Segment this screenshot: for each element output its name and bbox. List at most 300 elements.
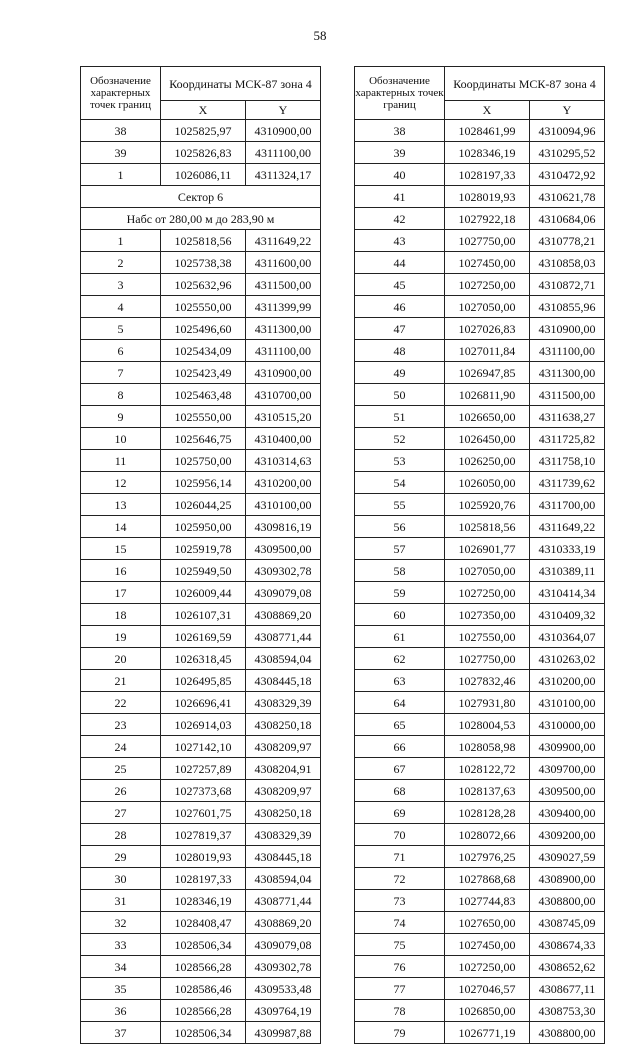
x-coordinate-cell: 1026495,85 — [161, 670, 246, 692]
point-number-cell: 56 — [355, 516, 445, 538]
y-coordinate-cell: 4311500,00 — [246, 274, 321, 296]
table-row — [355, 274, 605, 296]
y-coordinate-cell: 4310100,00 — [246, 494, 321, 516]
table-row — [81, 252, 321, 274]
point-number-cell: 13 — [81, 494, 161, 516]
y-coordinate-cell: 4311600,00 — [246, 252, 321, 274]
y-coordinate-cell: 4309500,00 — [530, 780, 605, 802]
x-coordinate-cell: 1028019,93 — [445, 186, 530, 208]
y-coordinate-cell: 4310778,21 — [530, 230, 605, 252]
x-coordinate-cell: 1026050,00 — [445, 472, 530, 494]
y-coordinate-cell: 4309764,19 — [246, 1000, 321, 1022]
header-coordinates: Координаты МСК-87 зона 4 — [161, 67, 321, 101]
y-coordinate-cell: 4310409,32 — [530, 604, 605, 626]
point-number-cell: 29 — [81, 846, 161, 868]
x-coordinate-cell: 1027931,80 — [445, 692, 530, 714]
x-coordinate-cell: 1026009,44 — [161, 582, 246, 604]
y-coordinate-cell: 4310100,00 — [530, 692, 605, 714]
point-number-cell: 34 — [81, 956, 161, 978]
point-number-cell: 9 — [81, 406, 161, 428]
table-row — [355, 252, 605, 274]
point-number-cell: 43 — [355, 230, 445, 252]
y-coordinate-cell: 4310094,96 — [530, 120, 605, 142]
x-coordinate-cell: 1026650,00 — [445, 406, 530, 428]
table-row — [81, 164, 321, 186]
x-coordinate-cell: 1028461,99 — [445, 120, 530, 142]
table-row — [81, 868, 321, 890]
header-x: X — [445, 101, 530, 120]
point-number-cell: 74 — [355, 912, 445, 934]
x-coordinate-cell: 1025826,83 — [161, 142, 246, 164]
point-number-cell: 7 — [81, 362, 161, 384]
table-row — [81, 406, 321, 428]
x-coordinate-cell: 1028122,72 — [445, 758, 530, 780]
point-number-cell: 78 — [355, 1000, 445, 1022]
point-number-cell: 10 — [81, 428, 161, 450]
y-coordinate-cell: 4311638,27 — [530, 406, 605, 428]
x-coordinate-cell: 1028019,93 — [161, 846, 246, 868]
y-coordinate-cell: 4309500,00 — [246, 538, 321, 560]
point-number-cell: 76 — [355, 956, 445, 978]
table-row — [81, 692, 321, 714]
y-coordinate-cell: 4308745,09 — [530, 912, 605, 934]
x-coordinate-cell: 1025738,38 — [161, 252, 246, 274]
x-coordinate-cell: 1025919,78 — [161, 538, 246, 560]
y-coordinate-cell: 4308771,44 — [246, 890, 321, 912]
point-number-cell: 26 — [81, 780, 161, 802]
x-coordinate-cell: 1027050,00 — [445, 296, 530, 318]
table-row — [81, 1000, 321, 1022]
point-number-cell: 24 — [81, 736, 161, 758]
y-coordinate-cell: 4311399,99 — [246, 296, 321, 318]
y-coordinate-cell: 4308594,04 — [246, 648, 321, 670]
table-row — [81, 340, 321, 362]
point-number-cell: 30 — [81, 868, 161, 890]
point-number-cell: 69 — [355, 802, 445, 824]
point-number-cell: 40 — [355, 164, 445, 186]
table-row — [81, 802, 321, 824]
x-coordinate-cell: 1028346,19 — [445, 142, 530, 164]
y-coordinate-cell: 4309816,19 — [246, 516, 321, 538]
point-number-cell: 67 — [355, 758, 445, 780]
table-row — [355, 824, 605, 846]
y-coordinate-cell: 4311100,00 — [246, 340, 321, 362]
table-row — [355, 164, 605, 186]
table-row — [355, 428, 605, 450]
y-coordinate-cell: 4308900,00 — [530, 868, 605, 890]
coordinates-table-left — [80, 66, 321, 1044]
y-coordinate-cell: 4310263,02 — [530, 648, 605, 670]
header-point-designation: Обозначение характерных точек границ — [81, 67, 161, 120]
table-row — [81, 604, 321, 626]
point-number-cell: 46 — [355, 296, 445, 318]
table-row — [81, 472, 321, 494]
header-x: X — [161, 101, 246, 120]
table-row — [355, 516, 605, 538]
point-number-cell: 60 — [355, 604, 445, 626]
header-y: Y — [246, 101, 321, 120]
y-coordinate-cell: 4311758,10 — [530, 450, 605, 472]
point-number-cell: 79 — [355, 1022, 445, 1044]
x-coordinate-cell: 1025818,56 — [445, 516, 530, 538]
table-row — [355, 626, 605, 648]
table-row — [81, 956, 321, 978]
y-coordinate-cell: 4308445,18 — [246, 846, 321, 868]
x-coordinate-cell: 1026250,00 — [445, 450, 530, 472]
y-coordinate-cell: 4309302,78 — [246, 560, 321, 582]
x-coordinate-cell: 1025632,96 — [161, 274, 246, 296]
x-coordinate-cell: 1025496,60 — [161, 318, 246, 340]
y-coordinate-cell: 4309700,00 — [530, 758, 605, 780]
y-coordinate-cell: 4311300,00 — [530, 362, 605, 384]
x-coordinate-cell: 1026811,90 — [445, 384, 530, 406]
table-row — [81, 230, 321, 252]
y-coordinate-cell: 4310000,00 — [530, 714, 605, 736]
y-coordinate-cell: 4308445,18 — [246, 670, 321, 692]
point-number-cell: 39 — [355, 142, 445, 164]
point-number-cell: 38 — [355, 120, 445, 142]
x-coordinate-cell: 1027011,84 — [445, 340, 530, 362]
x-coordinate-cell: 1027750,00 — [445, 648, 530, 670]
x-coordinate-cell: 1027976,25 — [445, 846, 530, 868]
header-y: Y — [530, 101, 605, 120]
point-number-cell: 21 — [81, 670, 161, 692]
y-coordinate-cell: 4309400,00 — [530, 802, 605, 824]
table-row — [81, 450, 321, 472]
table-row — [355, 1000, 605, 1022]
table-row — [81, 274, 321, 296]
x-coordinate-cell: 1025750,00 — [161, 450, 246, 472]
point-number-cell: 23 — [81, 714, 161, 736]
table-row — [355, 208, 605, 230]
table-row — [355, 362, 605, 384]
header-point-designation: Обозначение характерных точек границ — [355, 67, 445, 120]
x-coordinate-cell: 1027046,57 — [445, 978, 530, 1000]
table-header-row — [355, 67, 605, 101]
point-number-cell: 42 — [355, 208, 445, 230]
table-row — [355, 340, 605, 362]
table-row — [355, 120, 605, 142]
table-row — [81, 516, 321, 538]
y-coordinate-cell: 4310295,52 — [530, 142, 605, 164]
point-number-cell: 45 — [355, 274, 445, 296]
point-number-cell: 75 — [355, 934, 445, 956]
y-coordinate-cell: 4311649,22 — [246, 230, 321, 252]
table-row — [81, 846, 321, 868]
x-coordinate-cell: 1027250,00 — [445, 956, 530, 978]
x-coordinate-cell: 1027257,89 — [161, 758, 246, 780]
table-row — [81, 670, 321, 692]
table-row — [81, 648, 321, 670]
point-number-cell: 55 — [355, 494, 445, 516]
table-row — [81, 736, 321, 758]
table-row — [81, 428, 321, 450]
point-number-cell: 18 — [81, 604, 161, 626]
point-number-cell: 50 — [355, 384, 445, 406]
y-coordinate-cell: 4310900,00 — [246, 362, 321, 384]
table-row — [355, 406, 605, 428]
x-coordinate-cell: 1028586,46 — [161, 978, 246, 1000]
y-coordinate-cell: 4310858,03 — [530, 252, 605, 274]
x-coordinate-cell: 1027868,68 — [445, 868, 530, 890]
x-coordinate-cell: 1025550,00 — [161, 296, 246, 318]
point-number-cell: 68 — [355, 780, 445, 802]
x-coordinate-cell: 1028072,66 — [445, 824, 530, 846]
table-row — [355, 648, 605, 670]
table-header-row — [81, 67, 321, 101]
point-number-cell: 32 — [81, 912, 161, 934]
y-coordinate-cell: 4311100,00 — [246, 142, 321, 164]
point-number-cell: 41 — [355, 186, 445, 208]
x-coordinate-cell: 1027250,00 — [445, 582, 530, 604]
y-coordinate-cell: 4310515,20 — [246, 406, 321, 428]
point-number-cell: 36 — [81, 1000, 161, 1022]
point-number-cell: 14 — [81, 516, 161, 538]
point-number-cell: 73 — [355, 890, 445, 912]
y-coordinate-cell: 4311300,00 — [246, 318, 321, 340]
y-coordinate-cell: 4308753,30 — [530, 1000, 605, 1022]
x-coordinate-cell: 1025550,00 — [161, 406, 246, 428]
y-coordinate-cell: 4308594,04 — [246, 868, 321, 890]
point-number-cell: 27 — [81, 802, 161, 824]
x-coordinate-cell: 1025463,48 — [161, 384, 246, 406]
x-coordinate-cell: 1026450,00 — [445, 428, 530, 450]
point-number-cell: 20 — [81, 648, 161, 670]
x-coordinate-cell: 1028058,98 — [445, 736, 530, 758]
point-number-cell: 2 — [81, 252, 161, 274]
y-coordinate-cell: 4308250,18 — [246, 802, 321, 824]
table-row — [355, 582, 605, 604]
point-number-cell: 6 — [81, 340, 161, 362]
x-coordinate-cell: 1026850,00 — [445, 1000, 530, 1022]
table-row — [355, 538, 605, 560]
y-coordinate-cell: 4308329,39 — [246, 824, 321, 846]
point-number-cell: 64 — [355, 692, 445, 714]
table-row — [355, 736, 605, 758]
y-coordinate-cell: 4308677,11 — [530, 978, 605, 1000]
table-row — [81, 758, 321, 780]
x-coordinate-cell: 1026947,85 — [445, 362, 530, 384]
y-coordinate-cell: 4310472,92 — [530, 164, 605, 186]
table-row — [81, 494, 321, 516]
y-coordinate-cell: 4308204,91 — [246, 758, 321, 780]
table-row — [81, 384, 321, 406]
y-coordinate-cell: 4309079,08 — [246, 934, 321, 956]
point-number-cell: 17 — [81, 582, 161, 604]
point-number-cell: 33 — [81, 934, 161, 956]
point-number-cell: 57 — [355, 538, 445, 560]
table-row — [81, 142, 321, 164]
table-row — [355, 890, 605, 912]
table-row — [81, 362, 321, 384]
y-coordinate-cell: 4310872,71 — [530, 274, 605, 296]
table-row — [81, 582, 321, 604]
table-row — [355, 494, 605, 516]
point-number-cell: 38 — [81, 120, 161, 142]
x-coordinate-cell: 1025949,50 — [161, 560, 246, 582]
y-coordinate-cell: 4308250,18 — [246, 714, 321, 736]
y-coordinate-cell: 4309079,08 — [246, 582, 321, 604]
x-coordinate-cell: 1028346,19 — [161, 890, 246, 912]
y-coordinate-cell: 4308209,97 — [246, 736, 321, 758]
table-row — [81, 824, 321, 846]
x-coordinate-cell: 1027026,83 — [445, 318, 530, 340]
sector-title-row — [81, 186, 321, 208]
x-coordinate-cell: 1027819,37 — [161, 824, 246, 846]
point-number-cell: 16 — [81, 560, 161, 582]
table-row — [355, 758, 605, 780]
x-coordinate-cell: 1025956,14 — [161, 472, 246, 494]
table-row — [355, 450, 605, 472]
y-coordinate-cell: 4310621,78 — [530, 186, 605, 208]
x-coordinate-cell: 1027744,83 — [445, 890, 530, 912]
table-row — [355, 1022, 605, 1044]
point-number-cell: 77 — [355, 978, 445, 1000]
y-coordinate-cell: 4310200,00 — [246, 472, 321, 494]
point-number-cell: 53 — [355, 450, 445, 472]
point-number-cell: 65 — [355, 714, 445, 736]
table-row — [355, 472, 605, 494]
table-row — [355, 384, 605, 406]
table-row — [355, 912, 605, 934]
point-number-cell: 35 — [81, 978, 161, 1000]
y-coordinate-cell: 4310314,63 — [246, 450, 321, 472]
x-coordinate-cell: 1026696,41 — [161, 692, 246, 714]
x-coordinate-cell: 1027142,10 — [161, 736, 246, 758]
table-row — [355, 934, 605, 956]
y-coordinate-cell: 4310855,96 — [530, 296, 605, 318]
point-number-cell: 63 — [355, 670, 445, 692]
point-number-cell: 8 — [81, 384, 161, 406]
y-coordinate-cell: 4308771,44 — [246, 626, 321, 648]
x-coordinate-cell: 1027350,00 — [445, 604, 530, 626]
table-row — [81, 934, 321, 956]
y-coordinate-cell: 4309302,78 — [246, 956, 321, 978]
point-number-cell: 54 — [355, 472, 445, 494]
point-number-cell: 51 — [355, 406, 445, 428]
x-coordinate-cell: 1028197,33 — [161, 868, 246, 890]
table-row — [355, 560, 605, 582]
point-number-cell: 1 — [81, 230, 161, 252]
y-coordinate-cell: 4308800,00 — [530, 1022, 605, 1044]
y-coordinate-cell: 4309987,88 — [246, 1022, 321, 1044]
x-coordinate-cell: 1025920,76 — [445, 494, 530, 516]
table-row — [355, 978, 605, 1000]
x-coordinate-cell: 1028566,28 — [161, 956, 246, 978]
x-coordinate-cell: 1027250,00 — [445, 274, 530, 296]
point-number-cell: 25 — [81, 758, 161, 780]
point-number-cell: 28 — [81, 824, 161, 846]
point-number-cell: 3 — [81, 274, 161, 296]
header-coordinates: Координаты МСК-87 зона 4 — [445, 67, 605, 101]
y-coordinate-cell: 4308674,33 — [530, 934, 605, 956]
y-coordinate-cell: 4308209,97 — [246, 780, 321, 802]
table-row — [355, 604, 605, 626]
x-coordinate-cell: 1027450,00 — [445, 252, 530, 274]
y-coordinate-cell: 4310364,07 — [530, 626, 605, 648]
table-row — [355, 318, 605, 340]
point-number-cell: 49 — [355, 362, 445, 384]
page-number: 58 — [313, 28, 327, 43]
x-coordinate-cell: 1028137,63 — [445, 780, 530, 802]
y-coordinate-cell: 4310333,19 — [530, 538, 605, 560]
x-coordinate-cell: 1027922,18 — [445, 208, 530, 230]
table-row — [81, 296, 321, 318]
x-coordinate-cell: 1025423,49 — [161, 362, 246, 384]
table-row — [81, 978, 321, 1000]
x-coordinate-cell: 1028197,33 — [445, 164, 530, 186]
x-coordinate-cell: 1025818,56 — [161, 230, 246, 252]
table-row — [81, 560, 321, 582]
table-row — [355, 956, 605, 978]
table-row — [355, 186, 605, 208]
point-number-cell: 22 — [81, 692, 161, 714]
x-coordinate-cell: 1025646,75 — [161, 428, 246, 450]
point-number-cell: 61 — [355, 626, 445, 648]
y-coordinate-cell: 4309200,00 — [530, 824, 605, 846]
point-number-cell: 66 — [355, 736, 445, 758]
sector-title: Сектор 6 — [81, 186, 321, 208]
table-row — [355, 802, 605, 824]
table-row — [355, 868, 605, 890]
x-coordinate-cell: 1028506,34 — [161, 1022, 246, 1044]
y-coordinate-cell: 4308869,20 — [246, 604, 321, 626]
y-coordinate-cell: 4310389,11 — [530, 560, 605, 582]
y-coordinate-cell: 4308329,39 — [246, 692, 321, 714]
x-coordinate-cell: 1028128,28 — [445, 802, 530, 824]
x-coordinate-cell: 1025825,97 — [161, 120, 246, 142]
y-coordinate-cell: 4310414,34 — [530, 582, 605, 604]
x-coordinate-cell: 1026901,77 — [445, 538, 530, 560]
x-coordinate-cell: 1027550,00 — [445, 626, 530, 648]
y-coordinate-cell: 4308800,00 — [530, 890, 605, 912]
x-coordinate-cell: 1027050,00 — [445, 560, 530, 582]
y-coordinate-cell: 4308652,62 — [530, 956, 605, 978]
point-number-cell: 31 — [81, 890, 161, 912]
table-row — [355, 780, 605, 802]
table-row — [355, 670, 605, 692]
point-number-cell: 12 — [81, 472, 161, 494]
point-number-cell: 58 — [355, 560, 445, 582]
y-coordinate-cell: 4309900,00 — [530, 736, 605, 758]
point-number-cell: 72 — [355, 868, 445, 890]
table-row — [355, 846, 605, 868]
point-number-cell: 47 — [355, 318, 445, 340]
y-coordinate-cell: 4310900,00 — [530, 318, 605, 340]
x-coordinate-cell: 1027832,46 — [445, 670, 530, 692]
y-coordinate-cell: 4311725,82 — [530, 428, 605, 450]
x-coordinate-cell: 1027601,75 — [161, 802, 246, 824]
y-coordinate-cell: 4311700,00 — [530, 494, 605, 516]
table-row — [81, 912, 321, 934]
table-row — [355, 230, 605, 252]
table-row — [81, 538, 321, 560]
x-coordinate-cell: 1026771,19 — [445, 1022, 530, 1044]
point-number-cell: 5 — [81, 318, 161, 340]
point-number-cell: 15 — [81, 538, 161, 560]
y-coordinate-cell: 4310684,06 — [530, 208, 605, 230]
point-number-cell: 19 — [81, 626, 161, 648]
table-row — [81, 318, 321, 340]
table-row — [81, 626, 321, 648]
y-coordinate-cell: 4309027,59 — [530, 846, 605, 868]
x-coordinate-cell: 1028566,28 — [161, 1000, 246, 1022]
point-number-cell: 71 — [355, 846, 445, 868]
y-coordinate-cell: 4310400,00 — [246, 428, 321, 450]
x-coordinate-cell: 1028408,47 — [161, 912, 246, 934]
x-coordinate-cell: 1027450,00 — [445, 934, 530, 956]
x-coordinate-cell: 1025950,00 — [161, 516, 246, 538]
